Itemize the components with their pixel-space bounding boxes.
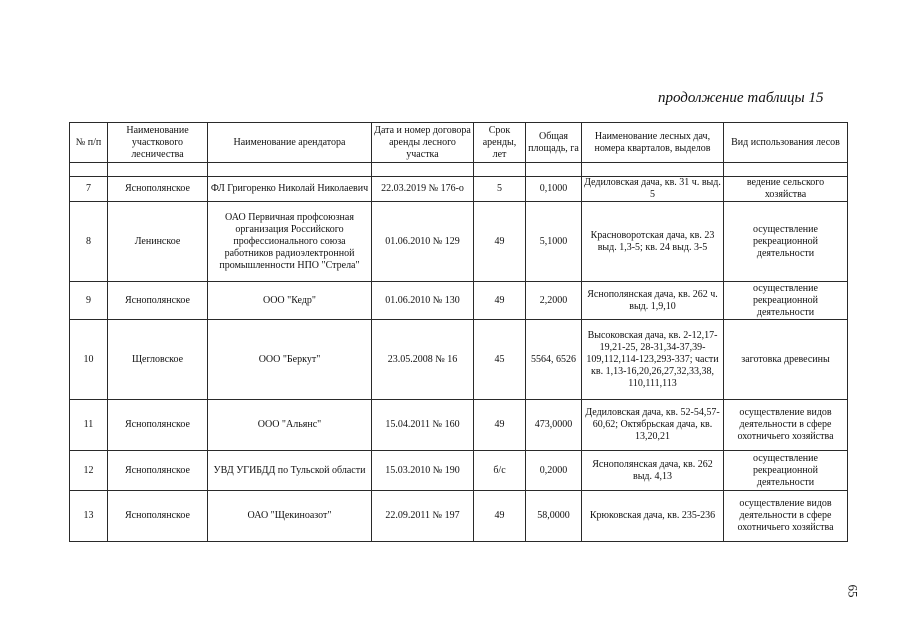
table-cell: осуществление рекреационной деятельности [724,282,848,320]
lease-table [69,122,848,542]
table-cell: 49 [474,400,526,451]
header-cell: Вид использования лесов [724,123,848,163]
table-cell: УВД УГИБДД по Тульской области [208,451,372,491]
header-row [70,123,848,163]
header-cell: Срок аренды, лет [474,123,526,163]
table-cell: 13 [70,491,108,542]
table-cell: Дедиловская дача, кв. 52-54,57- 60,62; Октябрьская дача, кв. 13,20,21 [582,400,724,451]
table-cell: 01.06.2010 № 130 [372,282,474,320]
table-cell: Щегловское [108,320,208,400]
table-row [70,491,848,542]
table-cell: 49 [474,282,526,320]
table-cell: осуществление видов деятельности в сфере охотничьего хозяйства [724,491,848,542]
table-cell: 7 [70,177,108,202]
table-cell: 5564, 6526 [526,320,582,400]
table-cell: 12 [70,451,108,491]
table-cell: ООО "Кедр" [208,282,372,320]
header-cell: Общая площадь, га [526,123,582,163]
table-cell: Яснополянское [108,491,208,542]
table-cell: осуществление рекреационной деятельности [724,202,848,282]
table-cell: 2,2000 [526,282,582,320]
table-cell: Яснополянское [108,451,208,491]
empty-cell [372,163,474,177]
table-row [70,202,848,282]
table-cell: Высоковская дача, кв. 2-12,17-19,21-25, 28-31,34-37,39-109,112,114-123,293-337; части кв. 1,13-16,20,26,27,32,33,38, 110,111,113 [582,320,724,400]
table-cell: ОАО "Щекиноазот" [208,491,372,542]
table-cell: 5 [474,177,526,202]
header-cell: Наименование лесных дач, номера кварталов, выделов [582,123,724,163]
table-cell: ООО "Альянс" [208,400,372,451]
table-row [70,400,848,451]
number-row [70,163,848,177]
empty-cell [108,163,208,177]
header-cell: Дата и номер договора аренды лесного участка [372,123,474,163]
table-row [70,320,848,400]
table-cell: 49 [474,491,526,542]
table-cell: Яснополянская дача, кв. 262 ч. выд. 1,9,10 [582,282,724,320]
table-cell: ООО "Беркут" [208,320,372,400]
table-cell: 58,0000 [526,491,582,542]
table-cell: осуществление рекреационной деятельности [724,451,848,491]
table-cell: Дедиловская дача, кв. 31 ч. выд. 5 [582,177,724,202]
table-cell: Яснополянское [108,177,208,202]
table-cell: 22.03.2019 № 176-о [372,177,474,202]
table-cell: 45 [474,320,526,400]
table-cell: 9 [70,282,108,320]
table-cell: 473,0000 [526,400,582,451]
table-cell: 11 [70,400,108,451]
empty-cell [582,163,724,177]
table-cell: Красноворотская дача, кв. 23 выд. 1,3-5; кв. 24 выд. 3-5 [582,202,724,282]
table-cell: ФЛ Григоренко Николай Николаевич [208,177,372,202]
table-cell: 0,2000 [526,451,582,491]
table-row [70,282,848,320]
table-cell: 10 [70,320,108,400]
table-cell: Крюковская дача, кв. 235-236 [582,491,724,542]
header-cell: Наименование участкового лесничества [108,123,208,163]
table-cell: 01.06.2010 № 129 [372,202,474,282]
table-cell: б/с [474,451,526,491]
empty-cell [208,163,372,177]
table-cell: осуществление видов деятельности в сфере охотничьего хозяйства [724,400,848,451]
table-cell: ведение сельского хозяйства [724,177,848,202]
page-number: 65 [845,584,861,598]
table-cell: Яснополянская дача, кв. 262 выд. 4,13 [582,451,724,491]
table-cell: 8 [70,202,108,282]
table-cell: 0,1000 [526,177,582,202]
header-cell: Наименование арендатора [208,123,372,163]
table-cell: 22.09.2011 № 197 [372,491,474,542]
table-caption: продолжение таблицы 15 [658,90,824,106]
table-cell: Ленинское [108,202,208,282]
table-row [70,451,848,491]
empty-cell [526,163,582,177]
table-cell: ОАО Первичная профсоюзная организация Российского профессионального союза работников радиоэлектронной промышленности НПО "Стрела" [208,202,372,282]
table-cell: заготовка древесины [724,320,848,400]
empty-cell [70,163,108,177]
empty-cell [724,163,848,177]
table-row [70,177,848,202]
table-cell: 15.03.2010 № 190 [372,451,474,491]
table-cell: 15.04.2011 № 160 [372,400,474,451]
table-cell: Яснополянское [108,282,208,320]
table-cell: 5,1000 [526,202,582,282]
table-cell: Яснополянское [108,400,208,451]
table-cell: 23.05.2008 № 16 [372,320,474,400]
table-cell: 49 [474,202,526,282]
header-cell: № п/п [70,123,108,163]
empty-cell [474,163,526,177]
